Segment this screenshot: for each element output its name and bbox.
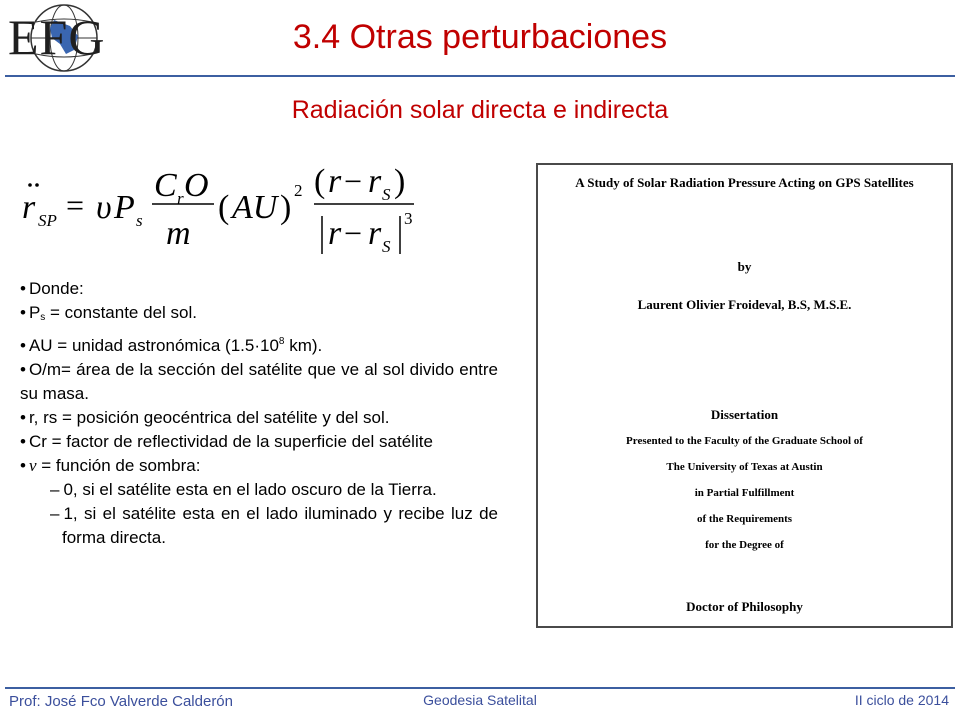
document-by: by — [737, 259, 752, 274]
list-item-text: 0, si el satélite esta en el lado oscuro de la Tierra. — [63, 480, 437, 499]
svg-text:r: r — [22, 189, 36, 226]
svg-text:r: r — [368, 215, 382, 252]
list-item — [20, 358, 498, 406]
list-item-symbol: P — [28, 303, 41, 322]
list-item-suffix: km). — [284, 336, 323, 355]
svg-text:C: C — [154, 167, 177, 204]
list-item-text: Cr = factor de reflectividad de la superficie del satélite — [28, 432, 433, 451]
list-item — [20, 430, 498, 454]
svg-text:r: r — [177, 189, 184, 208]
slide-title: 3.4 Otras perturbaciones — [292, 18, 668, 56]
svg-text:2: 2 — [294, 181, 303, 200]
list-item-text: = constante del sol. — [45, 303, 197, 322]
list-item-symbol: ν — [28, 456, 37, 475]
svg-text:υ: υ — [96, 189, 112, 226]
svg-text:m: m — [166, 215, 191, 252]
list-item — [20, 330, 498, 358]
svg-text:(: ( — [314, 163, 326, 200]
document-line: The University of Texas at Austin — [666, 461, 823, 473]
document-title: A Study of Solar Radiation Pressure Acting on GPS Satellites — [575, 175, 914, 190]
svg-text:r: r — [328, 215, 342, 252]
document-line: for the Degree of — [705, 539, 784, 551]
svg-text:SP: SP — [38, 211, 57, 230]
svg-text:): ) — [394, 163, 406, 200]
document-line: in Partial Fulfillment — [694, 487, 795, 499]
list-item-text: O/m= área de la sección del satélite que ve al sol divido entre su masa. — [20, 360, 498, 403]
svg-text:S: S — [382, 185, 391, 204]
list-item — [20, 277, 498, 301]
svg-text:): ) — [280, 189, 292, 226]
document-line: of the Requirements — [696, 513, 793, 525]
svg-text:P: P — [114, 189, 135, 226]
footer-divider — [5, 687, 955, 689]
footer-term: II ciclo de 2014 — [854, 692, 949, 708]
title-divider — [5, 75, 955, 77]
svg-text:−: − — [344, 215, 363, 251]
list-item-text: AU = unidad astronómica (1.5·10 — [28, 336, 279, 355]
slide-subtitle: Radiación solar directa e indirecta — [291, 96, 669, 124]
svg-text:O: O — [184, 167, 209, 204]
document-author: Laurent Olivier Froideval, B.S, M.S.E. — [637, 297, 852, 312]
list-item-text: 1, si el satélite esta en el lado iluminado y recibe luz de forma directa. — [62, 504, 498, 547]
svg-text:(: ( — [218, 189, 230, 226]
svg-text:=: = — [66, 187, 85, 223]
svg-text:−: − — [344, 163, 363, 199]
list-item-subscript: s — [40, 312, 46, 323]
document-degree: Doctor of Philosophy — [686, 599, 803, 614]
sub-list-item — [20, 478, 498, 502]
list-item — [20, 454, 498, 478]
srp-formula — [22, 152, 422, 264]
svg-text:3: 3 — [404, 209, 413, 228]
footer-course: Geodesia Satelital — [423, 692, 537, 708]
document-type: Dissertation — [710, 407, 779, 422]
footer-author: Prof: José Fco Valverde Calderón — [9, 693, 233, 710]
list-item-superscript: 8 — [278, 336, 285, 347]
list-item — [20, 301, 498, 330]
svg-text:r: r — [368, 163, 382, 200]
list-item — [20, 406, 498, 430]
svg-text:AU: AU — [232, 189, 278, 226]
svg-text:r: r — [328, 163, 342, 200]
document-line: Presented to the Faculty of the Graduate School of — [626, 435, 863, 447]
sub-list-item — [20, 502, 498, 550]
list-item-text: r, rs = posición geocéntrica del satélite y del sol. — [28, 408, 390, 427]
definitions-list — [20, 277, 498, 550]
dissertation-cover — [536, 163, 953, 628]
list-item-text: Donde: — [28, 279, 84, 298]
list-item-text: = función de sombra: — [36, 456, 201, 475]
svg-text:s: s — [136, 211, 143, 230]
logo-text: EFG — [8, 9, 106, 65]
svg-text:S: S — [382, 237, 391, 256]
